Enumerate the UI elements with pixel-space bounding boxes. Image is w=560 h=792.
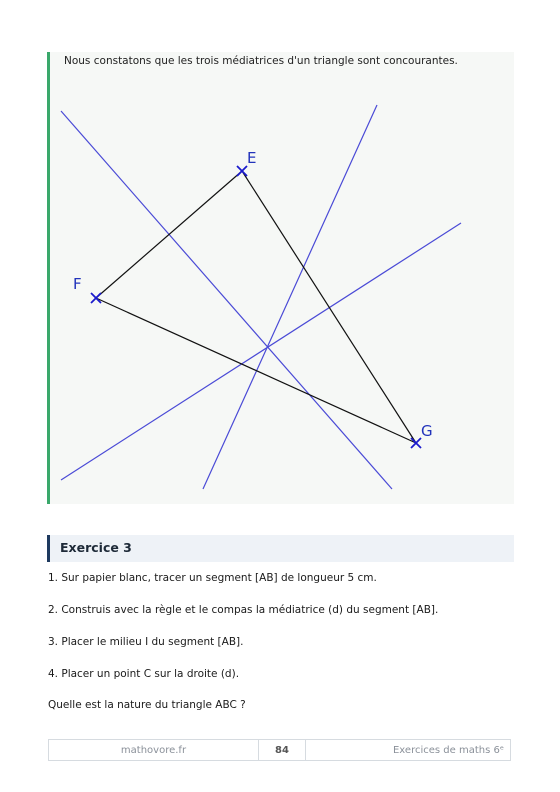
triangle-side-ef	[96, 171, 242, 298]
page-footer	[48, 739, 511, 761]
bisector-line	[61, 111, 392, 489]
point-marker-e	[237, 166, 247, 176]
point-label-f: F	[73, 275, 82, 293]
bisector-line	[61, 223, 461, 480]
example-text: Nous constatons que les trois médiatrices d'un triangle sont concourantes.	[64, 55, 458, 67]
question-3: 3. Placer le milieu I du segment [AB].	[48, 636, 244, 648]
triangle-side-fg	[96, 298, 416, 443]
final-question: Quelle est la nature du triangle ABC ?	[48, 699, 246, 711]
footer-site[interactable]: mathovore.fr	[120, 744, 187, 756]
question-2: 2. Construis avec la règle et le compas la médiatrice (d) du segment [AB].	[48, 604, 439, 616]
exercise-header	[47, 535, 514, 562]
footer-book-title: Exercices de maths 6ᵉ	[392, 744, 504, 756]
question-1: 1. Sur papier blanc, tracer un segment [AB] de longueur 5 cm.	[48, 572, 377, 584]
footer-page-number: 84	[258, 740, 306, 760]
point-label-g: G	[421, 422, 433, 440]
point-marker-g	[411, 438, 421, 448]
exercise-title: Exercice 3	[60, 540, 132, 555]
bisector-line	[203, 105, 377, 489]
point-marker-f	[91, 293, 101, 303]
point-label-e: E	[247, 149, 257, 167]
question-4: 4. Placer un point C sur la droite (d).	[48, 668, 240, 680]
